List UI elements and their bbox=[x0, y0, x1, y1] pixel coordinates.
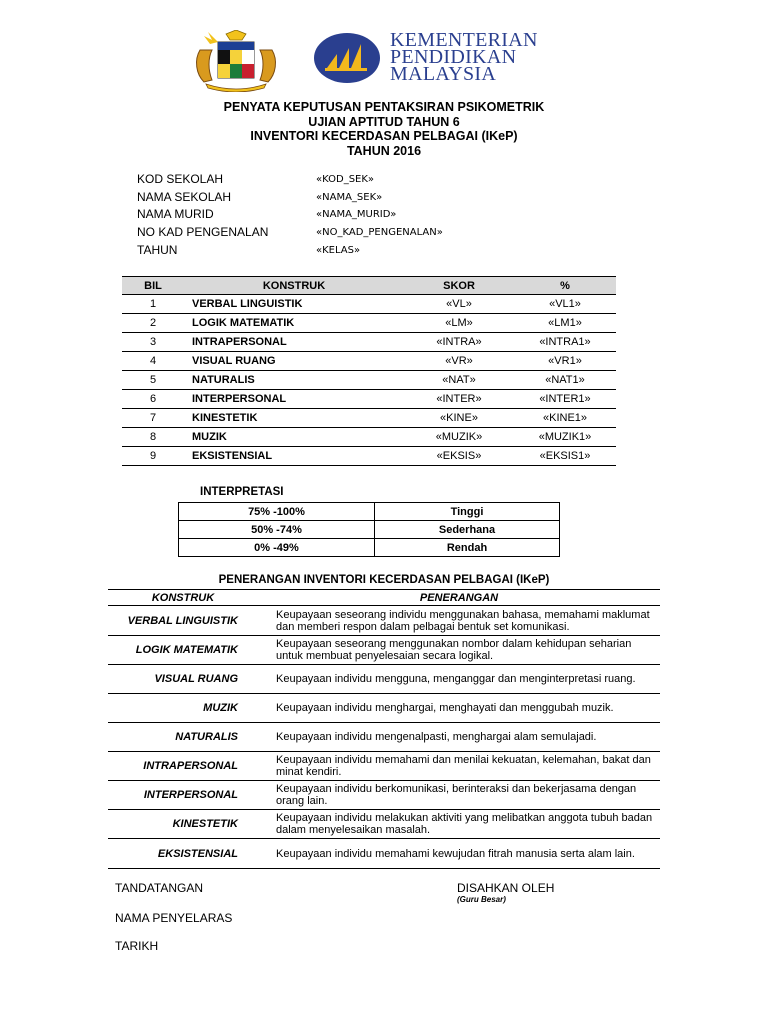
table-row bbox=[122, 447, 616, 466]
interp-range: 50% -74% bbox=[179, 521, 375, 539]
title-line-4: TAHUN 2016 bbox=[346, 143, 422, 158]
info-value-nama-sekolah: «NAMA_SEK» bbox=[316, 192, 383, 203]
cell-skor: «KINE» bbox=[404, 409, 514, 428]
penerangan-header bbox=[108, 590, 660, 606]
cell-bil: 2 bbox=[122, 314, 184, 333]
pen-desc: Keupayaan seseorang individu menggunakan bahasa, memahami maklumat dan memberi respon dalam pelbagai bentuk set komunikasi. bbox=[258, 606, 660, 636]
cell-pct: «INTER1» bbox=[514, 390, 616, 409]
pen-desc: Keupayaan individu memahami kewujudan fitrah manusia serta alam lain. bbox=[258, 839, 660, 869]
table-row bbox=[122, 390, 616, 409]
table-row bbox=[108, 839, 660, 869]
info-label-nama-sekolah: NAMA SEKOLAH bbox=[137, 190, 232, 204]
info-label-kod-sekolah: KOD SEKOLAH bbox=[137, 172, 224, 186]
ministry-line-2: PENDIDIKAN bbox=[390, 46, 517, 68]
info-label-no-kad: NO KAD PENGENALAN bbox=[137, 225, 269, 239]
cell-bil: 4 bbox=[122, 352, 184, 371]
tandatangan-label: TANDATANGAN bbox=[115, 881, 204, 895]
table-row bbox=[108, 723, 660, 752]
table-row bbox=[122, 409, 616, 428]
cell-bil: 5 bbox=[122, 371, 184, 390]
document-title bbox=[0, 100, 768, 158]
table-row bbox=[108, 636, 660, 665]
interp-level: Sederhana bbox=[375, 521, 560, 539]
info-value-no-kad: «NO_KAD_PENGENALAN» bbox=[316, 227, 443, 238]
table-row bbox=[108, 694, 660, 723]
cell-pct: «MUZIK1» bbox=[514, 428, 616, 447]
cell-pct: «VL1» bbox=[514, 295, 616, 314]
pen-konstruk: KINESTETIK bbox=[108, 810, 258, 839]
cell-skor: «VR» bbox=[404, 352, 514, 371]
cell-konstruk: EKSISTENSIAL bbox=[184, 447, 404, 466]
cell-pct: «INTRA1» bbox=[514, 333, 616, 352]
pen-desc: Keupayaan individu menghargai, menghayati dan menggubah muzik. bbox=[258, 694, 660, 723]
interpretasi-table bbox=[178, 502, 560, 557]
pen-konstruk: VERBAL LINGUISTIK bbox=[108, 606, 258, 636]
nama-penyelaras-label: NAMA PENYELARAS bbox=[115, 911, 233, 925]
cell-pct: «LM1» bbox=[514, 314, 616, 333]
header-bil: BIL bbox=[122, 277, 184, 295]
table-row bbox=[108, 781, 660, 810]
pen-konstruk: INTERPERSONAL bbox=[108, 781, 258, 810]
pen-desc: Keupayaan seseorang menggunakan nombor dalam kehidupan seharian untuk membuat penyelesaian secara logikal. bbox=[258, 636, 660, 665]
ministry-line-1: KEMENTERIAN bbox=[390, 29, 538, 51]
cell-konstruk: LOGIK MATEMATIK bbox=[184, 314, 404, 333]
table-row bbox=[179, 503, 560, 521]
ministry-name bbox=[390, 29, 538, 85]
header-pct: % bbox=[514, 277, 616, 295]
pen-konstruk: LOGIK MATEMATIK bbox=[108, 636, 258, 665]
cell-pct: «NAT1» bbox=[514, 371, 616, 390]
info-value-kod-sekolah: «KOD_SEK» bbox=[316, 174, 375, 185]
info-label-tahun: TAHUN bbox=[137, 243, 178, 257]
cell-skor: «VL» bbox=[404, 295, 514, 314]
cell-bil: 9 bbox=[122, 447, 184, 466]
score-table-header bbox=[122, 277, 616, 295]
cell-bil: 1 bbox=[122, 295, 184, 314]
info-value-tahun: «KELAS» bbox=[316, 245, 361, 256]
pen-konstruk: NATURALIS bbox=[108, 723, 258, 752]
table-row bbox=[108, 810, 660, 839]
cell-konstruk: VISUAL RUANG bbox=[184, 352, 404, 371]
table-row bbox=[122, 371, 616, 390]
interp-level: Rendah bbox=[375, 539, 560, 557]
interp-range: 0% -49% bbox=[179, 539, 375, 557]
cell-bil: 6 bbox=[122, 390, 184, 409]
cell-pct: «VR1» bbox=[514, 352, 616, 371]
cell-bil: 7 bbox=[122, 409, 184, 428]
info-label-nama-murid: NAMA MURID bbox=[137, 207, 214, 221]
pen-konstruk: EKSISTENSIAL bbox=[108, 839, 258, 869]
cell-skor: «INTRA» bbox=[404, 333, 514, 352]
cell-skor: «EKSIS» bbox=[404, 447, 514, 466]
pen-desc: Keupayaan individu mengenalpasti, menghargai alam semulajadi. bbox=[258, 723, 660, 752]
cell-skor: «LM» bbox=[404, 314, 514, 333]
tarikh-label: TARIKH bbox=[115, 939, 159, 953]
header-penerangan: PENERANGAN bbox=[258, 590, 660, 606]
cell-konstruk: NATURALIS bbox=[184, 371, 404, 390]
cell-pct: «EKSIS1» bbox=[514, 447, 616, 466]
score-table bbox=[122, 276, 616, 466]
interp-range: 75% -100% bbox=[179, 503, 375, 521]
cell-konstruk: KINESTETIK bbox=[184, 409, 404, 428]
pen-konstruk: VISUAL RUANG bbox=[108, 665, 258, 694]
cell-bil: 8 bbox=[122, 428, 184, 447]
cell-skor: «INTER» bbox=[404, 390, 514, 409]
malaysia-coat-of-arms-logo bbox=[190, 30, 282, 92]
table-row bbox=[122, 295, 616, 314]
cell-skor: «MUZIK» bbox=[404, 428, 514, 447]
interp-level: Tinggi bbox=[375, 503, 560, 521]
guru-besar-label: (Guru Besar) bbox=[457, 895, 506, 904]
pen-konstruk: MUZIK bbox=[108, 694, 258, 723]
cell-pct: «KINE1» bbox=[514, 409, 616, 428]
table-row bbox=[122, 352, 616, 371]
header-konstruk: KONSTRUK bbox=[184, 277, 404, 295]
table-row bbox=[179, 521, 560, 539]
disahkan-oleh-label: DISAHKAN OLEH bbox=[457, 881, 555, 895]
pen-konstruk: INTRAPERSONAL bbox=[108, 752, 258, 781]
cell-konstruk: INTRAPERSONAL bbox=[184, 333, 404, 352]
pen-desc: Keupayaan individu berkomunikasi, berinteraksi dan bekerjasama dengan orang lain. bbox=[258, 781, 660, 810]
pen-desc: Keupayaan individu mengguna, menganggar dan menginterpretasi ruang. bbox=[258, 665, 660, 694]
pen-desc: Keupayaan individu memahami dan menilai kekuatan, kelemahan, bakat dan minat kendiri. bbox=[258, 752, 660, 781]
title-line-3: INVENTORI KECERDASAN PELBAGAI (IKeP) bbox=[250, 129, 518, 143]
table-row bbox=[122, 428, 616, 447]
title-line-1: PENYATA KEPUTUSAN PENTAKSIRAN PSIKOMETRIK bbox=[223, 100, 545, 114]
table-row bbox=[108, 665, 660, 694]
table-row bbox=[122, 333, 616, 352]
cell-konstruk: VERBAL LINGUISTIK bbox=[184, 295, 404, 314]
header-skor: SKOR bbox=[404, 277, 514, 295]
pen-desc: Keupayaan individu melakukan aktiviti yang melibatkan anggota tubuh badan dalam menyelesaikan masalah. bbox=[258, 810, 660, 839]
table-row bbox=[122, 314, 616, 333]
penerangan-title: PENERANGAN INVENTORI KECERDASAN PELBAGAI (IKeP) bbox=[218, 574, 550, 586]
cell-konstruk: INTERPERSONAL bbox=[184, 390, 404, 409]
title-line-2: UJIAN APTITUD TAHUN 6 bbox=[308, 114, 460, 129]
table-row bbox=[179, 539, 560, 557]
cell-bil: 3 bbox=[122, 333, 184, 352]
info-value-nama-murid: «NAMA_MURID» bbox=[316, 209, 397, 220]
cell-konstruk: MUZIK bbox=[184, 428, 404, 447]
penerangan-table bbox=[108, 589, 660, 869]
kpm-logo-icon bbox=[313, 32, 381, 84]
table-row bbox=[108, 752, 660, 781]
table-row bbox=[108, 606, 660, 636]
header-konstruk: KONSTRUK bbox=[108, 590, 258, 606]
ministry-line-3: MALAYSIA bbox=[390, 63, 497, 85]
interpretasi-title: INTERPRETASI bbox=[200, 486, 284, 498]
cell-skor: «NAT» bbox=[404, 371, 514, 390]
